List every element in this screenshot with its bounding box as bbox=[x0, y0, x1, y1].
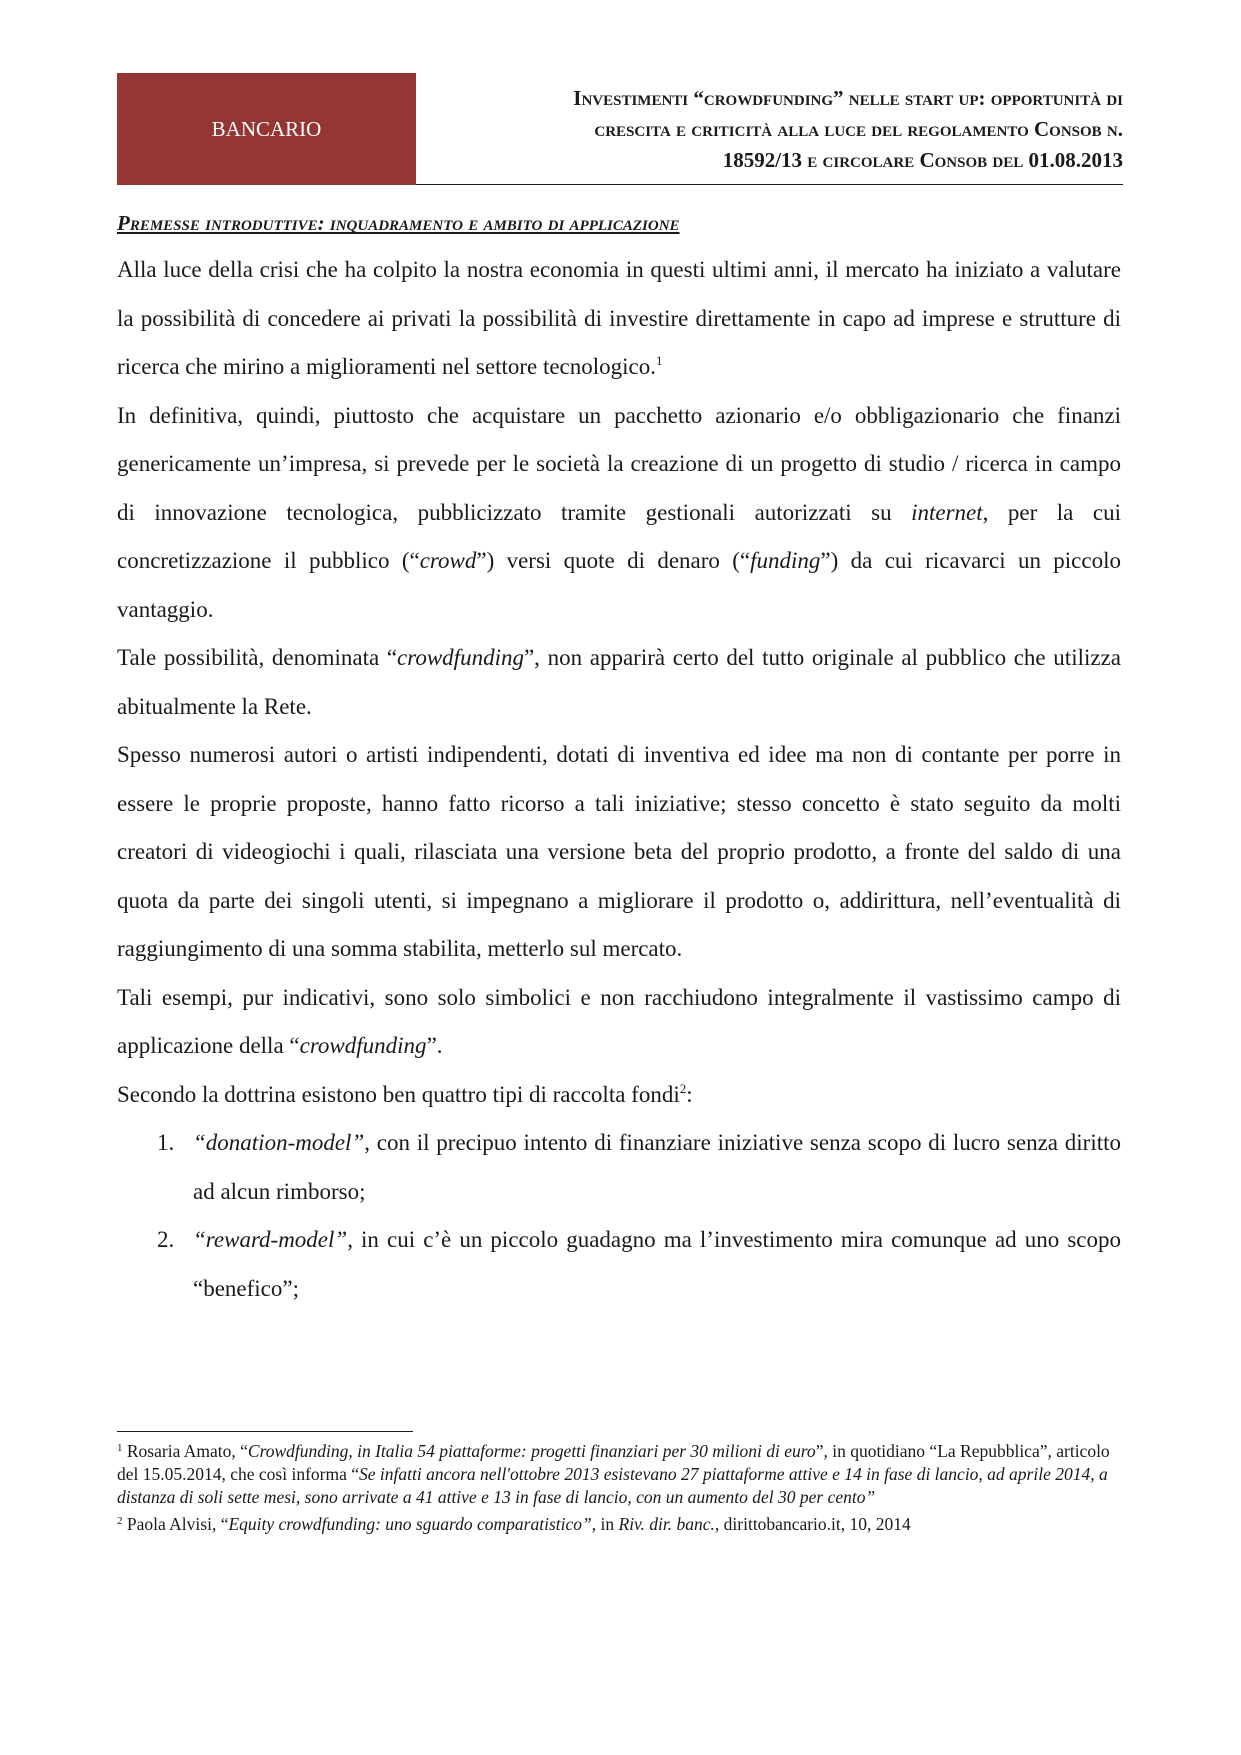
footnote-text: Paola Alvisi, “ bbox=[122, 1514, 229, 1534]
footnote-number: 2 bbox=[117, 1515, 123, 1527]
list-number: 2. bbox=[157, 1227, 175, 1252]
footnote-ref-2[interactable]: 2 bbox=[679, 1080, 687, 1096]
term-crowdfunding: crowdfunding bbox=[397, 645, 524, 670]
paragraph-6 bbox=[117, 1071, 1121, 1120]
footnote-italic: Equity crowdfunding: uno sguardo comparatistico” bbox=[228, 1514, 592, 1534]
paragraph-6-text: Secondo la dottrina esistono ben quattro tipi di raccolta fondi bbox=[117, 1081, 680, 1107]
title-line-3: 18592/13 e circolare Consob del 01.08.2013 bbox=[722, 147, 1123, 172]
list-term: “donation-model” bbox=[193, 1130, 365, 1155]
page-header bbox=[117, 73, 1123, 185]
title-line-1: Investimenti “crowdfunding” nelle start up: opportunità di bbox=[573, 85, 1123, 110]
paragraph-5-text-a: Tali esempi, pur indicativi, sono solo simbolici e non racchiudono integralmente il vastissimo campo di applicazione della “ bbox=[117, 984, 1121, 1058]
list-term: “reward-model” bbox=[193, 1227, 348, 1252]
footnote-separator bbox=[117, 1431, 413, 1432]
footnote-italic: Riv. dir. banc. bbox=[618, 1514, 715, 1534]
footnote-ref-1[interactable]: 1 bbox=[656, 353, 663, 368]
list-text: , in cui c’è un piccolo guadagno ma l’investimento mira comunque ad uno scopo “benefico”; bbox=[193, 1227, 1121, 1301]
paragraph-5 bbox=[117, 974, 1121, 1071]
paragraph-1 bbox=[117, 246, 1121, 392]
paragraph-3-text-b: ”, non apparirà certo del tutto originale al pubblico che utilizza abitualmente la Rete. bbox=[117, 645, 1121, 719]
footnote-1 bbox=[117, 1440, 1121, 1509]
term-internet: internet bbox=[911, 499, 983, 525]
term-crowd: crowd bbox=[419, 548, 477, 573]
paragraph-4-text: Spesso numerosi autori o artisti indipendenti, dotati di inventiva ed idee ma non di contante per porre in essere le proprie proposte, hanno fatto ricorso a tali iniziative; stesso concetto è stato seguito da molti creatori di videogiochi i quali, rilasciata una versione beta del proprio prodotto, a fronte del saldo di una quota da parte dei singoli utenti, si impegnano a migliorare il prodotto o, addirittura, nell’eventualità di raggiungimento di una somma stabilita, metterlo sul mercato. bbox=[117, 742, 1121, 961]
footnote-text: , dirittobancario.it, 10, 2014 bbox=[714, 1514, 911, 1534]
paragraph-2 bbox=[117, 392, 1121, 635]
paragraph-3-text-a: Tale possibilità, denominata “ bbox=[117, 645, 398, 670]
document-body bbox=[117, 208, 1121, 1313]
paragraph-3 bbox=[117, 634, 1121, 731]
footnote-text: ”, in quotidiano “La Repubblica”, articolo del 15.05.2014, che così informa “ bbox=[117, 1441, 1110, 1484]
term-crowdfunding: crowdfunding bbox=[299, 1033, 427, 1058]
footnote-italic: Crowdfunding, in Italia 54 piattaforme: progetti finanziari per 30 milioni di euro bbox=[247, 1441, 816, 1461]
footnote-quote: Se infatti ancora nell'ottobre 2013 esistevano 27 piattaforme attive e 14 in fase di lancio, ad aprile 2014, a distanza di soli sette mesi, sono arrivate a 41 attive e 13 in fase di lancio, con un aumento del 30 per cento” bbox=[117, 1464, 1108, 1507]
paragraph-2-text-c: ”) versi quote di denaro (“ bbox=[476, 548, 751, 573]
term-funding: funding bbox=[750, 548, 821, 573]
list-item bbox=[117, 1119, 1121, 1216]
paragraph-1-text: Alla luce della crisi che ha colpito la nostra economia in questi ultimi anni, il mercato ha iniziato a valutare la possibilità di concedere ai privati la possibilità di investire direttamente in capo ad imprese e strutture di ricerca che mirino a miglioramenti nel settore tecnologico. bbox=[117, 257, 1121, 379]
footnote-text: Rosaria Amato, “ bbox=[122, 1441, 248, 1461]
footnotes bbox=[117, 1440, 1121, 1540]
paragraph-2-text-d: ”) da cui ricavarci un piccolo vantaggio. bbox=[117, 548, 1121, 622]
list-number: 1. bbox=[157, 1130, 175, 1155]
list-text: , con il precipuo intento di finanziare iniziative senza scopo di lucro senza diritto ad alcun rimborso; bbox=[193, 1130, 1121, 1204]
title-line-2: crescita e criticità alla luce del regolamento Consob n. bbox=[594, 116, 1123, 141]
paragraph-6-end: : bbox=[686, 1081, 693, 1107]
section-label: BANCARIO bbox=[211, 116, 322, 141]
footnote-text: , in bbox=[591, 1514, 619, 1534]
footnote-number: 1 bbox=[117, 1442, 123, 1454]
section-heading: Premesse introduttive: inquadramento e ambito di applicazione bbox=[117, 211, 680, 235]
models-list bbox=[117, 1119, 1121, 1313]
section-label-box bbox=[117, 73, 416, 185]
header-rule bbox=[416, 184, 1123, 185]
paragraph-4 bbox=[117, 731, 1121, 974]
footnote-2 bbox=[117, 1513, 1121, 1536]
document-title bbox=[422, 73, 1123, 185]
list-item bbox=[117, 1216, 1121, 1313]
paragraph-5-text-b: ”. bbox=[426, 1033, 443, 1058]
paragraph-2-text-b: , per la cui concretizzazione il pubblico (“ bbox=[117, 499, 1121, 573]
paragraph-2-text-a: In definitiva, quindi, piuttosto che acquistare un pacchetto azionario e/o obbligazionario che finanzi genericamente un’impresa, si prevede per le società la creazione di un progetto di studio / ricerca in campo di innovazione tecnologica, pubblicizzato tramite gestionali autorizzati su bbox=[117, 402, 1121, 525]
